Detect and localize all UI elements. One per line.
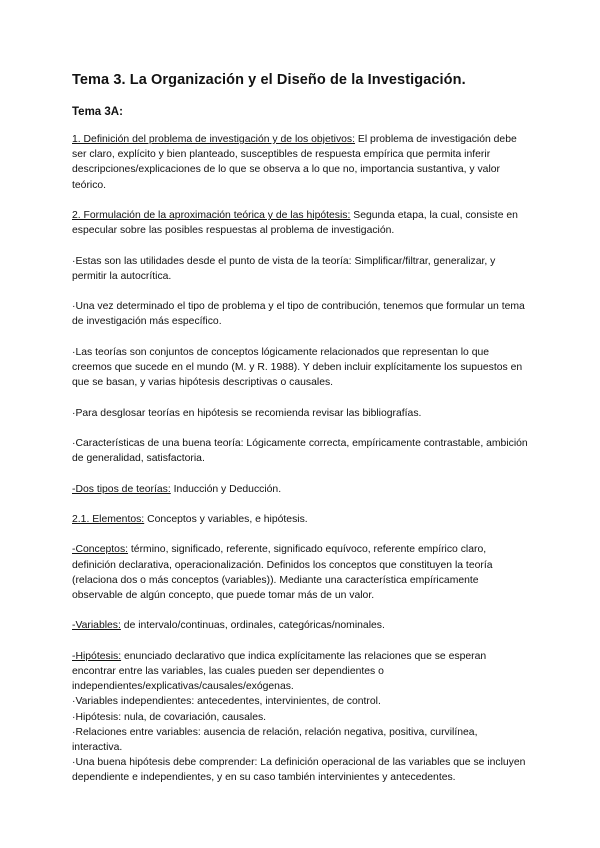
text-concepts: término, significado, referente, significado equívoco, referente empírico claro, definición declarativa, operacionalización. Definidos los conceptos que constituyen la teoría (relaciona dos o más conceptos (variables)). Mediante una característica empíricamente observable de algún concepto, que puede tomar más de un valor.	[72, 544, 493, 601]
heading-concepts: -Conceptos:	[72, 544, 129, 556]
list-item: ·Relaciones entre variables: ausencia de relación, relación negativa, positiva, curvilínea, interactiva.	[72, 726, 478, 753]
paragraph-good-theory: ·Características de una buena teoría: Lógicamente correcta, empíricamente contrastable, ambición de generalidad, satisfactoria.	[72, 437, 528, 465]
paragraph-concepts	[72, 542, 528, 603]
paragraph-two-theory-types	[72, 482, 528, 497]
text-problem-definition: El problema de investigación debe ser claro, explícito y bien planteado, susceptibles de respuesta empírica que permita inferir descripciones/explicaciones de lo que se observa a lo que no, importancia sustantiva, y valor teórico.	[72, 134, 517, 191]
text-two-theory-types: Inducción y Deducción.	[170, 483, 282, 495]
text-elements: Conceptos y variables, e hipótesis.	[144, 513, 308, 525]
paragraph-variables	[72, 618, 528, 633]
list-item: ·Variables independientes: antecedentes, intervinientes, de control.	[72, 696, 381, 708]
document-title: Tema 3. La Organización y el Diseño de la Investigación.	[72, 72, 466, 88]
text-variables: de intervalo/continuas, ordinales, categóricas/nominales.	[120, 620, 385, 632]
paragraph-research-topic: ·Una vez determinado el tipo de problema y el tipo de contribución, tenemos que formular un tema de investigación más específico.	[72, 301, 525, 328]
heading-variables: -Variables:	[72, 620, 121, 632]
heading-elements: 2.1. Elementos:	[72, 513, 145, 525]
section-subtitle: Tema 3A:	[72, 106, 123, 118]
paragraph-problem-definition	[72, 132, 528, 193]
heading-theory-formulation: 2. Formulación de la aproximación teórica y de las hipótesis:	[72, 210, 351, 221]
heading-problem-definition: 1. Definición del problema de investigación y de los objetivos:	[72, 134, 356, 145]
paragraph-utilities: ·Estas son las utilidades desde el punto de vista de la teoría: Simplificar/filtrar, generalizar, y permitir la autocrítica.	[72, 255, 496, 282]
paragraph-elements	[72, 512, 528, 527]
paragraph-breakdown: ·Para desglosar teorías en hipótesis se recomienda revisar las bibliografías.	[72, 407, 422, 419]
paragraph-theories: ·Las teorías son conjuntos de conceptos lógicamente relacionados que representan lo que creemos que sucede en el mundo (M. y R. 1988). Y deben incluir explícitamente los supuestos en que se basan, y varias hipótesis descriptivas o causales.	[72, 346, 523, 389]
heading-hypotheses: -Hipótesis:	[72, 650, 122, 662]
paragraph-hypotheses	[72, 649, 528, 695]
text-theory-formulation: Segunda etapa, la cual, consiste en especular sobre las posibles respuestas al problema de investigación.	[72, 210, 518, 237]
heading-two-theory-types: -Dos tipos de teorías:	[72, 483, 171, 495]
paragraph-theory-formulation	[72, 208, 528, 238]
list-item: ·Una buena hipótesis debe comprender: La definición operacional de las variables que se incluyen dependiente e independientes, y en su caso también intervinientes y antecedentes.	[72, 757, 526, 784]
text-hypotheses: enunciado declarativo que indica explícitamente las relaciones que se esperan encontrar entre las variables, las cuales pueden ser dependientes o independientes/explicativas/causales/exógenas.	[72, 650, 487, 693]
list-item: ·Hipótesis: nula, de covariación, causales.	[72, 711, 267, 723]
